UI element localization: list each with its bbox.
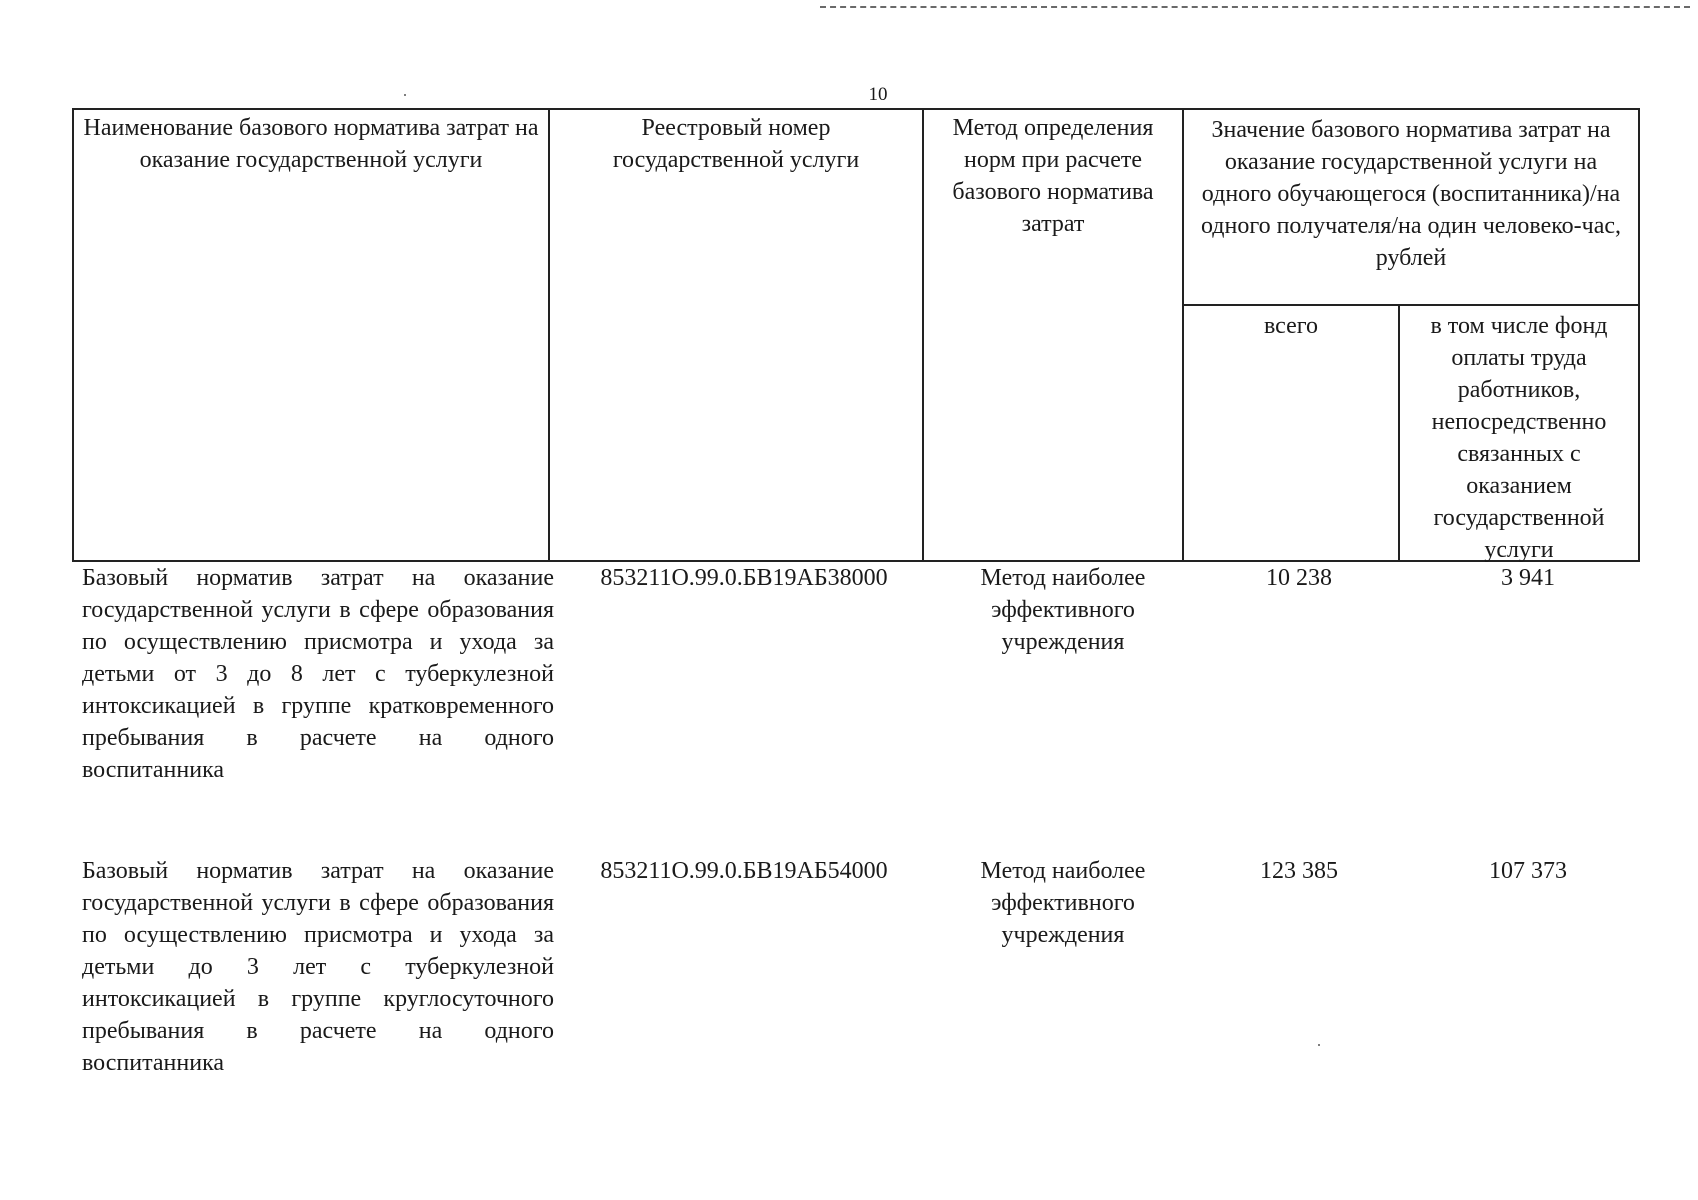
table-header: [72, 108, 1640, 562]
row-wage-fund: 3 941: [1501, 565, 1555, 591]
header-name: Наименование базового норматива затрат на оказание государственной услуги: [83, 115, 539, 173]
scan-edge-dashes: [820, 6, 1690, 8]
header-registry: Реестровый номер государственной услуги: [612, 115, 860, 173]
header-total: всего: [1263, 313, 1319, 339]
row-registry: 853211О.99.0.БВ19АБ54000: [600, 858, 888, 884]
row-total: 123 385: [1260, 858, 1338, 884]
row-method: Метод наиболее эффективного учреждения: [980, 858, 1146, 948]
row-name: Базовый норматив затрат на оказание государственной услуги в сфере образования по осуществлению присмотра и ухода за детьми до 3 лет с туберкулезной интоксикацией в группе круглосуточного пребывания в расчете на одного воспитанника: [82, 858, 554, 1076]
header-subdivider: [1182, 304, 1640, 306]
header-method: Метод определения норм при расчете базового норматива затрат: [952, 115, 1154, 237]
header-border-top: [72, 108, 1640, 110]
scan-speck: [404, 94, 406, 96]
row-registry: 853211О.99.0.БВ19АБ38000: [600, 565, 888, 591]
header-divider-1: [548, 108, 550, 562]
row-total: 10 238: [1266, 565, 1332, 591]
header-wage-fund: в том числе фонд оплаты труда работников, непосредственно связанных с оказанием государственной услуги: [1430, 313, 1608, 563]
row-wage-fund: 107 373: [1489, 858, 1567, 884]
header-value: Значение базового норматива затрат на оказание государственной услуги на одного обучающегося (воспитанника)/на одного получателя/на один человеко-час, рублей: [1200, 117, 1622, 271]
page-number: 10: [868, 84, 888, 105]
scan-speck: [1318, 1044, 1320, 1046]
header-border-left: [72, 108, 74, 562]
header-border-right: [1638, 108, 1640, 562]
row-name: Базовый норматив затрат на оказание государственной услуги в сфере образования по осуществлению присмотра и ухода за детьми от 3 до 8 лет с туберкулезной интоксикацией в группе кратковременного пребывания в расчете на одного воспитанника: [82, 565, 554, 783]
row-method: Метод наиболее эффективного учреждения: [980, 565, 1146, 655]
